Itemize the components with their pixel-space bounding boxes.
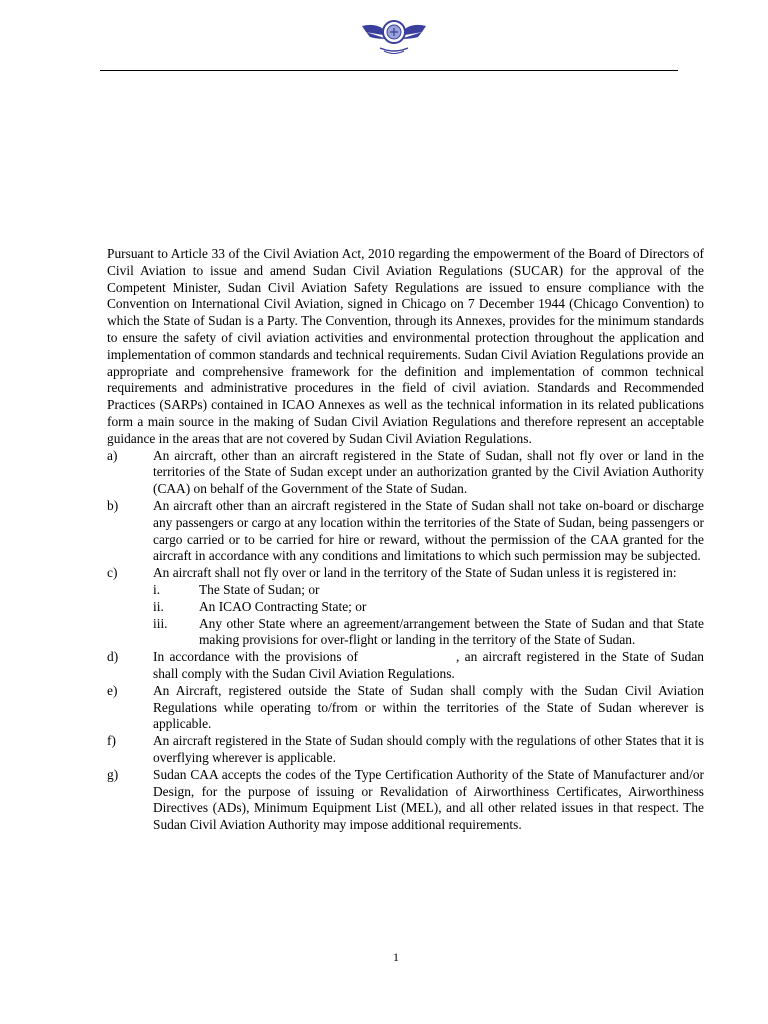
item-text-before: In accordance with the provisions of xyxy=(153,649,358,665)
sub-item-marker: iii. xyxy=(153,615,168,631)
item-text xyxy=(153,649,704,683)
list-item-d xyxy=(107,649,704,683)
item-text-after: , an aircraft registered in the State of Sudan shall comply with the Sudan Civil Aviation Regulations. xyxy=(153,649,704,681)
item-text: Sudan CAA accepts the codes of the Type Certification Authority of the State of Manufacturer and/or Design, for the purpose of issuing or Revalidation of Airworthiness Certificates, Airworthiness Directives (ADs), Minimum Equipment List (MEL), and all other related issues in that respect. The Sudan Civil Aviation Authority may impose additional requirements. xyxy=(153,766,704,833)
list-item-f xyxy=(107,733,704,767)
sub-item-ii xyxy=(153,599,704,616)
sub-item-marker: i. xyxy=(153,581,161,597)
intro-paragraph: Pursuant to Article 33 of the Civil Aviation Act, 2010 regarding the empowerment of the Board of Directors of Civil Aviation to issue and amend Sudan Civil Aviation Regulations (SUCAR) for the approval of the Competent Minister, Sudan Civil Aviation Safety Regulations are issued to ensure compliance with the Convention on International Civil Aviation, signed in Chicago on 7 December 1944 (Chicago Convention) to which the State of Sudan is a Party. The Convention, through its Annexes, provides for the minimum standards to ensure the safety of civil aviation activities and environmental protection throughout the application and implementation of common standards and technical requirements. Sudan Civil Aviation Regulations provide an appropriate and comprehensive framework for the definition and implementation of common technical requirements and administrative procedures in the field of civil aviation. Standards and Recommended Practices (SARPs) contained in ICAO Annexes as well as the technical information in its related publications form a main source in the making of Sudan Civil Aviation Regulations and therefore represent an acceptable guidance in the areas that are not covered by Sudan Civil Aviation Regulations. xyxy=(107,246,704,446)
item-marker: e) xyxy=(107,682,118,698)
item-text: An aircraft shall not fly over or land in the territory of the State of Sudan unless it is registered in: xyxy=(153,565,677,581)
list-item-a xyxy=(107,448,704,498)
page-number: 1 xyxy=(393,950,399,964)
item-marker: b) xyxy=(107,497,119,513)
item-marker: c) xyxy=(107,565,118,581)
list-item-e xyxy=(107,683,704,733)
sub-item-marker: ii. xyxy=(153,598,164,614)
item-marker: a) xyxy=(107,447,118,463)
item-text: An aircraft, other than an aircraft registered in the State of Sudan, shall not fly over or land in the territories of the State of Sudan except under an authorization granted by the Civil Aviation Authority (CAA) on behalf of the Government of the State of Sudan. xyxy=(153,447,704,497)
item-marker: f) xyxy=(107,733,116,749)
header-divider xyxy=(100,70,678,71)
item-marker: g) xyxy=(107,766,119,782)
item-marker: d) xyxy=(107,649,119,665)
list-item-b xyxy=(107,498,704,565)
item-text: An Aircraft, registered outside the State of Sudan shall comply with the Sudan Civil Aviation Regulations while operating to/from or within the territories of the State of Sudan wherever is applicable. xyxy=(153,682,704,732)
aviation-logo-icon xyxy=(360,12,428,58)
item-text: An aircraft other than an aircraft registered in the State of Sudan shall not take on-board or discharge any passengers or cargo at any location within the territories of the State of Sudan, being passengers or cargo carried or to be carried for hire or reward, without the permission of the CAA granted for the aircraft in accordance with any conditions and limitations to which such permission may be subjected. xyxy=(153,497,704,564)
item-body xyxy=(153,565,704,649)
item-text: An aircraft registered in the State of Sudan should comply with the regulations of other States that it is overflying wherever is applicable. xyxy=(153,733,704,765)
sub-item-text: Any other State where an agreement/arrangement between the State of Sudan and that State making provisions for over-flight or landing in the territory of the State of Sudan. xyxy=(199,615,704,648)
sub-item-text: An ICAO Contracting State; or xyxy=(199,598,367,614)
document-body xyxy=(107,246,704,834)
sub-item-iii xyxy=(153,616,704,650)
list-item-g xyxy=(107,767,704,834)
sub-item-text: The State of Sudan; or xyxy=(199,581,320,597)
list-item-c xyxy=(107,565,704,649)
sub-item-i xyxy=(153,582,704,599)
